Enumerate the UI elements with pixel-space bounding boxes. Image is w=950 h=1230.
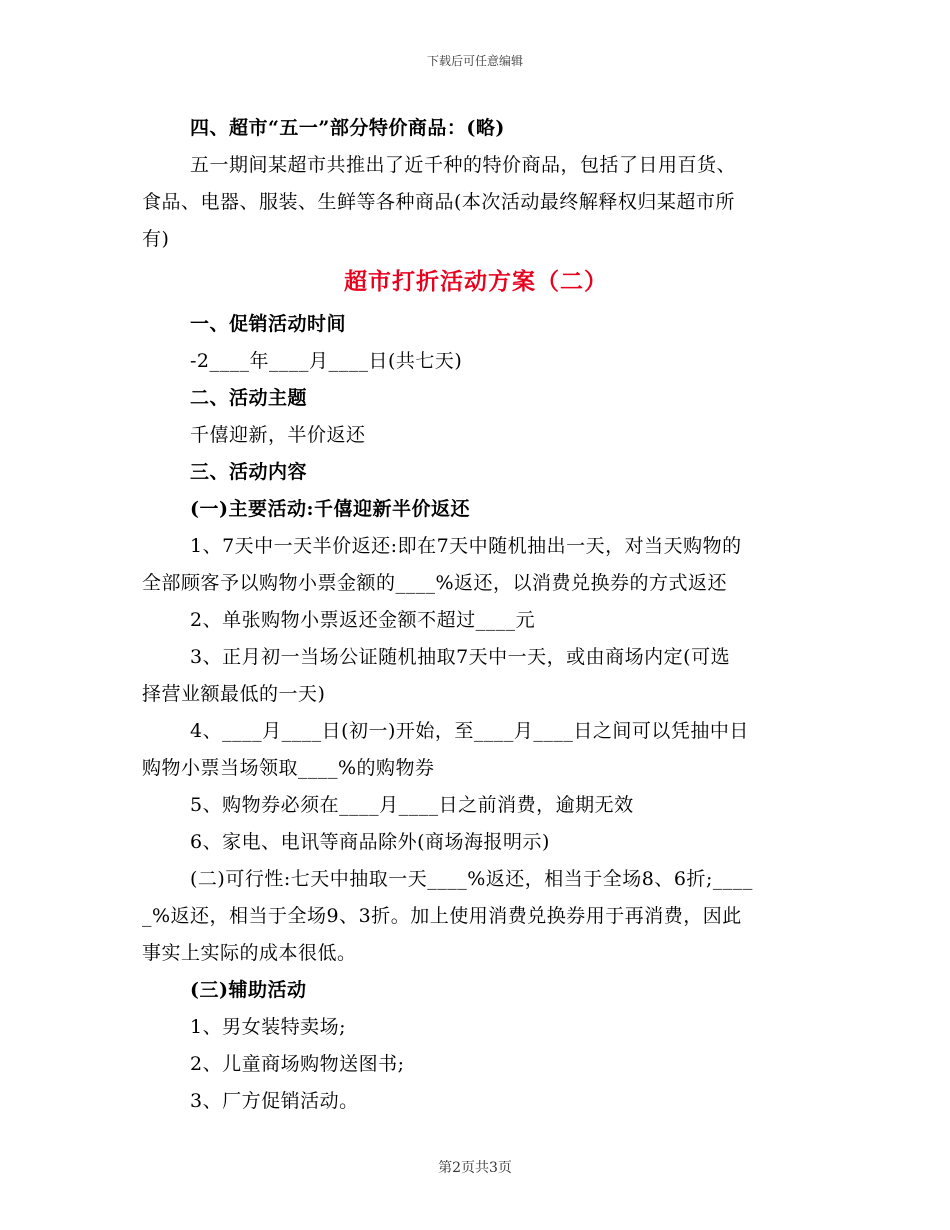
aux-item: 3、厂方促销活动。 bbox=[190, 1090, 359, 1112]
section-4-paragraph-line: 五一期间某超市共推出了近千种的特价商品，包括了日用百货、 bbox=[190, 154, 737, 176]
item-2: 2、单张购物小票返还金额不超过____元 bbox=[190, 609, 536, 631]
section-1-text: -2____年____月____日(共七天) bbox=[190, 350, 463, 372]
section-4-heading: 四、超市“五一”部分特价商品：(略) bbox=[190, 117, 505, 139]
page-header-note: 下载后可任意编辑 bbox=[426, 54, 523, 68]
section-3-heading: 三、活动内容 bbox=[190, 461, 308, 483]
document-title: 超市打折活动方案（二） bbox=[344, 268, 608, 295]
section-2-heading: 二、活动主题 bbox=[190, 387, 308, 409]
section-4-paragraph-line: 食品、电器、服装、生鲜等各种商品(本次活动最终解释权归某超市所 bbox=[142, 191, 735, 213]
item-4-line: 购物小票当场领取____%的购物券 bbox=[142, 757, 435, 779]
subsection-2-line: _%返还，相当于全场9、3折。加上使用消费兑换券用于再消费，因此 bbox=[142, 905, 742, 927]
aux-item: 2、儿童商场购物送图书; bbox=[190, 1053, 405, 1075]
item-5: 5、购物券必须在____月____日之前消费，逾期无效 bbox=[190, 794, 634, 816]
subsection-3-heading: (三)辅助活动 bbox=[190, 979, 307, 1001]
section-1-heading: 一、促销活动时间 bbox=[190, 313, 347, 335]
document-body bbox=[142, 110, 810, 1120]
section-2-text: 千僖迎新，半价返还 bbox=[190, 424, 366, 446]
page-number: 第2页共3页 bbox=[438, 1160, 512, 1176]
section-4-paragraph-line: 有) bbox=[142, 228, 170, 250]
item-1-line: 1、7天中一天半价返还:即在7天中随机抽出一天，对当天购物的 bbox=[190, 535, 742, 557]
subsection-2-line: 事实上实际的成本很低。 bbox=[142, 942, 357, 964]
subsection-2-line: (二)可行性:七天中抽取一天____%返还，相当于全场8、6折;____ bbox=[190, 868, 753, 890]
subsection-1-heading: (一)主要活动:千僖迎新半价返还 bbox=[190, 498, 470, 520]
item-3-line: 3、正月初一当场公证随机抽取7天中一天，或由商场内定(可选 bbox=[190, 646, 731, 668]
aux-item: 1、男女装特卖场; bbox=[190, 1016, 346, 1038]
item-4-line: 4、____月____日(初一)开始，至____月____日之间可以凭抽中日 bbox=[190, 720, 749, 742]
item-6: 6、家电、电讯等商品除外(商场海报明示) bbox=[190, 831, 550, 853]
item-3-line: 择营业额最低的一天) bbox=[142, 683, 326, 705]
item-1-line: 全部顾客予以购物小票金额的____%返还，以消费兑换券的方式返还 bbox=[142, 572, 728, 594]
